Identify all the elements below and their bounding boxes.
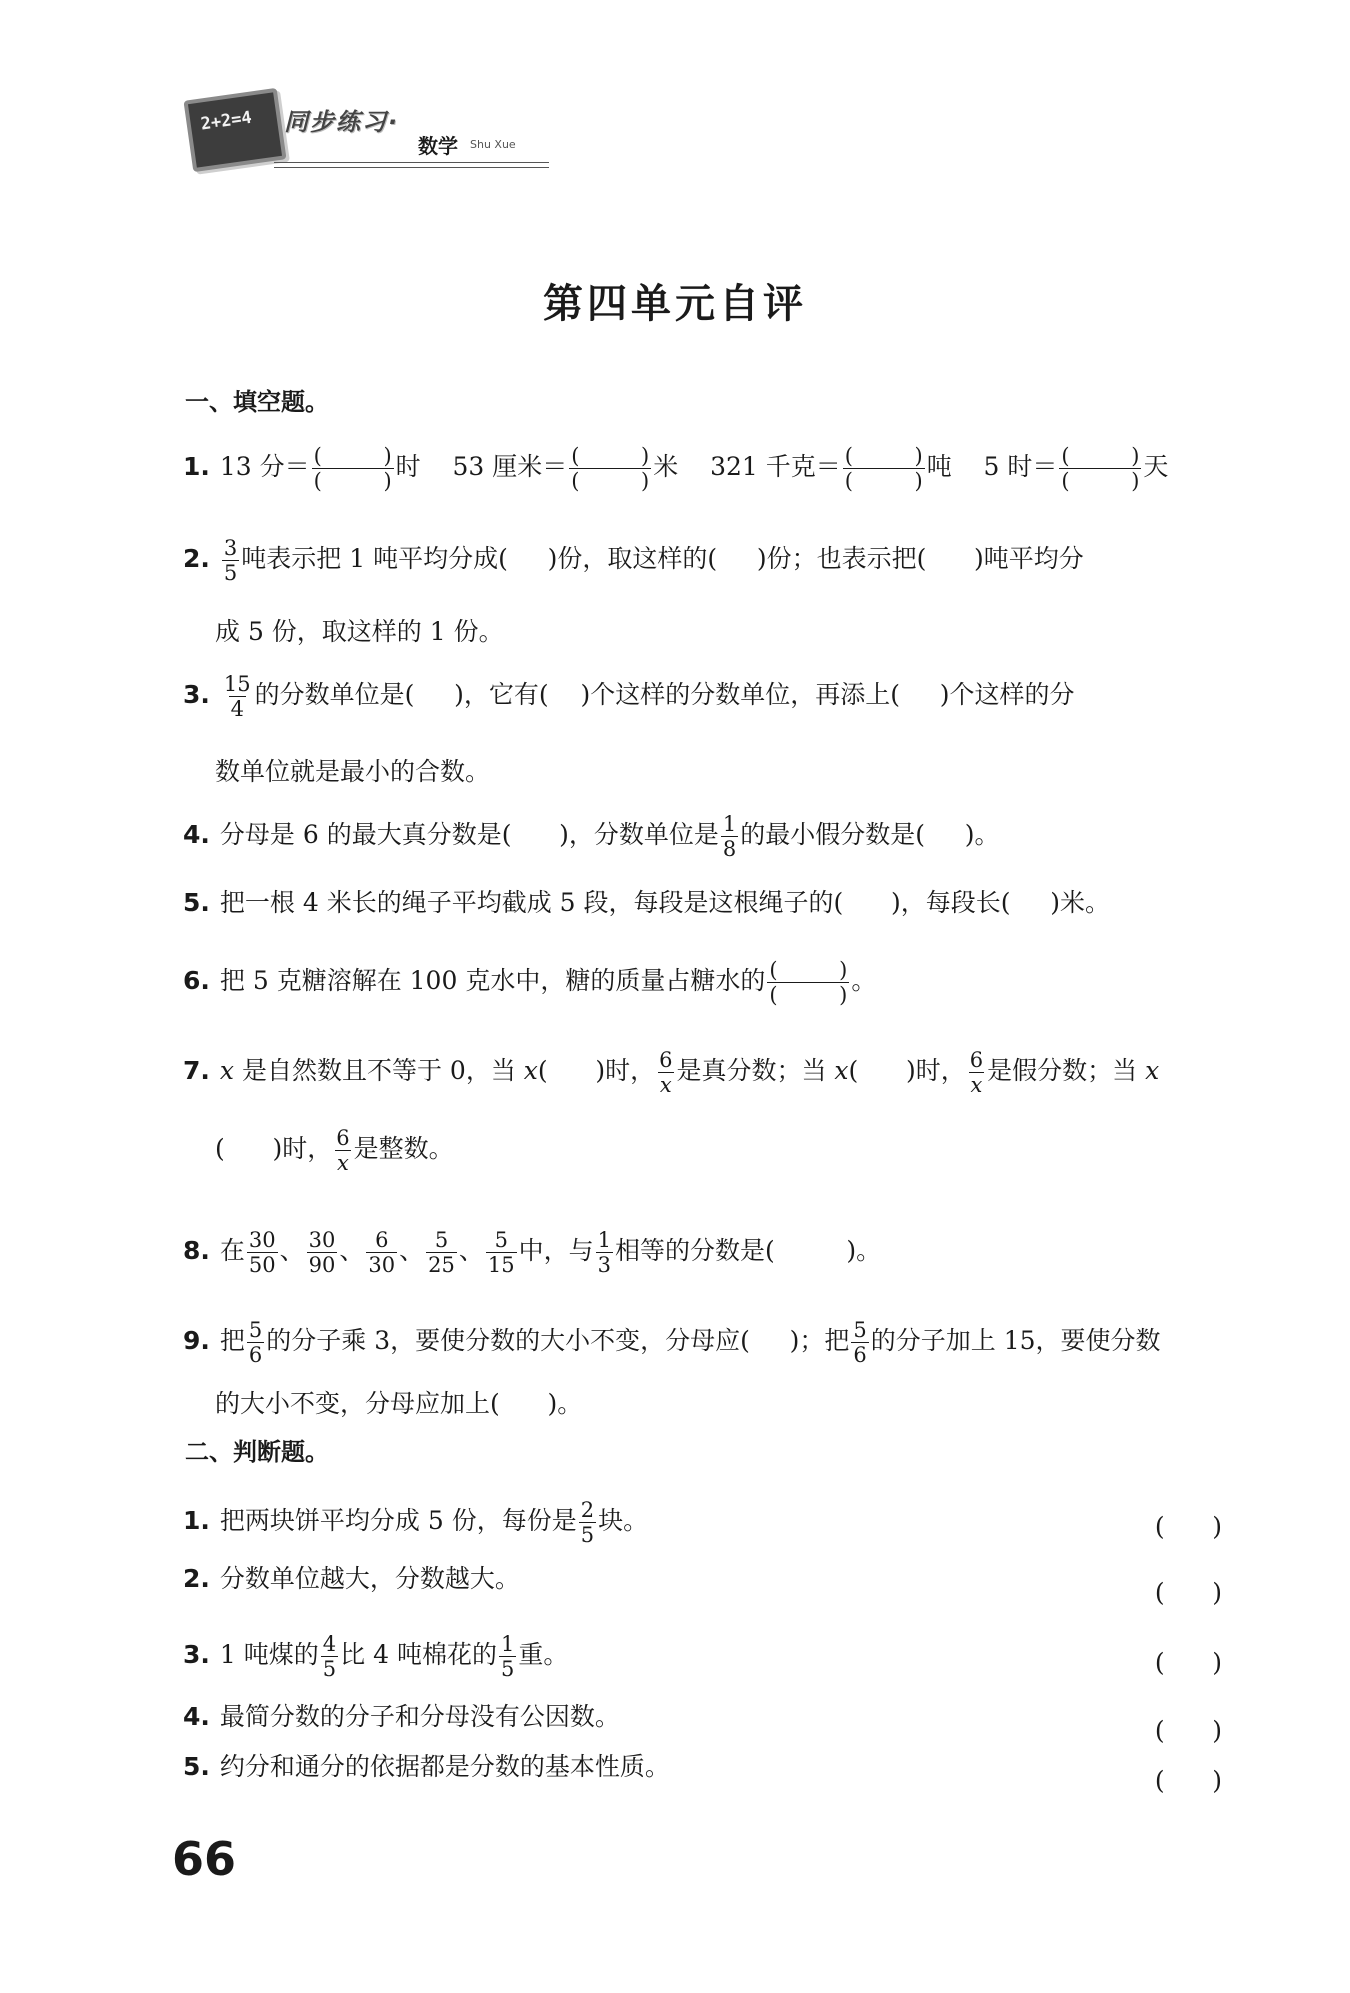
numerator: 15 <box>223 672 251 696</box>
text: 的最小假分数是( <box>740 820 926 850</box>
blank-fraction[interactable]: ( ) ( ) <box>844 444 923 494</box>
fraction <box>851 1318 868 1367</box>
subject-pinyin: Shu Xue <box>470 138 516 151</box>
numerator: 30 <box>248 1228 276 1252</box>
question-9 <box>183 1318 1161 1367</box>
denominator: 6 <box>853 1343 867 1368</box>
numerator: 2 <box>580 1498 595 1522</box>
text: )吨平均分 <box>974 544 1084 574</box>
variable-x: x <box>523 1056 538 1086</box>
series-name: 同步练习 <box>284 108 388 136</box>
answer-bracket-2[interactable]: ( ) <box>1154 1578 1222 1607</box>
section-fill-blank-heading: 一、填空题。 <box>185 388 329 416</box>
denominator: 15 <box>487 1253 515 1278</box>
blank-fraction[interactable]: ( ) ( ) <box>313 444 392 494</box>
denominator: 8 <box>722 837 737 862</box>
text: 是真分数；当 <box>676 1056 835 1086</box>
text: )，每段长( <box>890 888 1011 917</box>
text: )；把 <box>789 1326 850 1356</box>
fraction <box>486 1228 517 1277</box>
text: )。 <box>846 1236 882 1266</box>
q1-a-unit: 时 <box>395 452 421 482</box>
question-2-line-2: 成 5 份，取这样的 1 份。 <box>215 617 504 646</box>
text: )个这样的分数单位，再添上( <box>580 680 900 710</box>
denominator: x <box>659 1073 672 1098</box>
question-number: 3. <box>183 1640 210 1670</box>
text: 把一根 4 米长的绳子平均截成 5 段，每段是这根绳子的( <box>219 888 844 917</box>
text: 的大小不变，分母应加上( <box>215 1389 500 1418</box>
question-number: 4. <box>183 1702 210 1731</box>
text: 分数单位越大，分数越大。 <box>219 1564 520 1593</box>
text: )米。 <box>1050 888 1110 917</box>
text: 1 吨煤的 <box>219 1640 319 1670</box>
text: )，它有( <box>454 680 549 710</box>
header-rule <box>274 162 549 168</box>
fraction <box>222 536 239 585</box>
denominator: x <box>336 1151 349 1176</box>
question-number: 8. <box>183 1236 210 1266</box>
question-number: 9. <box>183 1326 210 1356</box>
denominator: 5 <box>580 1523 595 1548</box>
separator: 、 <box>458 1236 484 1266</box>
question-number: 1. <box>183 452 210 482</box>
denominator: 5 <box>322 1657 337 1682</box>
question-4 <box>183 812 1000 861</box>
numerator: 5 <box>494 1228 508 1252</box>
separator: 、 <box>339 1236 365 1266</box>
fraction <box>222 672 253 721</box>
denominator: 90 <box>308 1253 336 1278</box>
text: 是整数。 <box>353 1134 454 1164</box>
denominator: 5 <box>223 561 238 586</box>
q1-b-unit: 米 <box>653 452 679 482</box>
text: 把 5 克糖溶解在 100 克水中，糖的质量占糖水的 <box>219 966 766 996</box>
subject-name: 数学 <box>418 134 458 158</box>
question-number: 3. <box>183 680 210 710</box>
text: 块。 <box>598 1506 649 1536</box>
judge-4 <box>183 1704 620 1729</box>
question-2 <box>183 536 1084 585</box>
text: 的分子加上 15，要使分数 <box>870 1326 1161 1356</box>
text: 是假分数；当 <box>987 1056 1146 1086</box>
question-number: 2. <box>183 544 210 574</box>
question-3-line-2: 数单位就是最小的合数。 <box>215 757 491 786</box>
text: 把 <box>219 1326 245 1356</box>
answer-bracket-3[interactable]: ( ) <box>1154 1648 1222 1677</box>
q1-c-unit: 吨 <box>926 452 952 482</box>
series-dot: · <box>388 108 400 136</box>
numerator: 6 <box>336 1126 350 1150</box>
numerator: 3 <box>223 536 238 560</box>
header-logo <box>188 86 548 166</box>
answer-bracket-4[interactable]: ( ) <box>1154 1716 1222 1745</box>
fraction <box>499 1632 516 1681</box>
answer-bracket-5[interactable]: ( ) <box>1154 1766 1222 1795</box>
fraction <box>321 1632 338 1681</box>
numerator: 6 <box>659 1048 673 1072</box>
text: )。 <box>964 820 1000 850</box>
fraction <box>247 1228 278 1277</box>
separator: 、 <box>399 1236 425 1266</box>
q1-b-text: 53 厘米＝ <box>452 452 568 482</box>
fraction <box>334 1126 351 1175</box>
numerator: 1 <box>722 812 737 836</box>
question-number: 4. <box>183 820 210 850</box>
question-number: 5. <box>183 1752 210 1781</box>
question-number: 5. <box>183 888 210 917</box>
text: ( <box>537 1056 548 1086</box>
chalkboard-icon <box>183 88 286 172</box>
q1-c-text: 321 千克＝ <box>710 452 841 482</box>
question-7-line-2 <box>215 1126 454 1175</box>
text: )，分数单位是 <box>559 820 719 850</box>
fraction <box>307 1228 338 1277</box>
text: 的分子乘 3，要使分数的大小不变，分母应( <box>266 1326 750 1356</box>
text: 在 <box>219 1236 245 1266</box>
question-9-line-2 <box>215 1384 582 1420</box>
numerator: 6 <box>375 1228 389 1252</box>
fraction <box>657 1048 674 1097</box>
numerator: 5 <box>434 1228 449 1252</box>
numerator: 4 <box>322 1632 337 1656</box>
text: ( <box>215 1134 225 1164</box>
numerator: 1 <box>500 1632 515 1656</box>
fraction <box>426 1228 457 1277</box>
judge-5 <box>183 1754 670 1779</box>
denominator: 6 <box>248 1343 263 1368</box>
text: 相等的分数是( <box>615 1236 775 1266</box>
series-title <box>284 102 399 137</box>
denominator: 30 <box>368 1253 396 1278</box>
q1-d-text: 5 时＝ <box>983 452 1058 482</box>
answer-bracket-1[interactable]: ( ) <box>1154 1512 1222 1541</box>
text: 重。 <box>518 1640 569 1670</box>
section-true-false-heading: 二、判断题。 <box>185 1438 329 1466</box>
text: )。 <box>547 1389 583 1418</box>
question-number: 7. <box>183 1056 210 1086</box>
blank-fraction[interactable]: ( ) ( ) <box>769 958 848 1008</box>
numerator: 1 <box>597 1228 612 1252</box>
fraction <box>596 1228 613 1277</box>
text: 比 4 吨棉花的 <box>340 1640 497 1670</box>
text: )时， <box>595 1056 656 1086</box>
text: 的分数单位是( <box>254 680 415 710</box>
fraction <box>721 812 738 861</box>
question-number: 2. <box>183 1564 210 1593</box>
judge-2 <box>183 1566 520 1591</box>
variable-x: x <box>219 1056 235 1086</box>
fraction <box>968 1048 985 1097</box>
text: )时， <box>272 1134 333 1164</box>
text: 把两块饼平均分成 5 份，每份是 <box>219 1506 577 1536</box>
numerator: 5 <box>248 1318 263 1342</box>
text: 是自然数且不等于 0，当 <box>234 1056 524 1086</box>
judge-1 <box>183 1498 648 1547</box>
denominator: 4 <box>230 697 244 722</box>
text: )份；也表示把( <box>756 544 927 574</box>
text: 。 <box>851 966 877 996</box>
q1-d-unit: 天 <box>1143 452 1169 482</box>
text: 中，与 <box>518 1236 594 1266</box>
variable-x: x <box>1145 1056 1160 1086</box>
question-8 <box>183 1228 881 1277</box>
question-5 <box>183 890 1110 915</box>
blank-fraction[interactable]: ( ) ( ) <box>571 444 650 494</box>
fraction <box>247 1318 264 1367</box>
numerator: 30 <box>308 1228 336 1252</box>
question-number: 1. <box>183 1506 210 1536</box>
denominator: x <box>970 1073 983 1098</box>
denominator: 50 <box>248 1253 276 1278</box>
separator: 、 <box>279 1236 305 1266</box>
question-1 <box>183 444 1168 493</box>
text: )份，取这样的( <box>547 544 718 574</box>
page-title: 第四单元自评 <box>543 280 807 327</box>
question-7 <box>183 1048 1159 1097</box>
question-number: 6. <box>183 966 210 996</box>
q1-a-text: 13 分＝ <box>219 452 310 482</box>
fraction <box>579 1498 596 1547</box>
denominator: 25 <box>428 1253 455 1278</box>
variable-x: x <box>834 1056 849 1086</box>
numerator: 5 <box>853 1318 867 1342</box>
text: )时， <box>905 1056 966 1086</box>
question-3 <box>183 672 1074 721</box>
text: 吨表示把 1 吨平均分成( <box>241 544 508 574</box>
numerator: 6 <box>969 1048 984 1072</box>
denominator: 3 <box>597 1253 612 1278</box>
judge-3 <box>183 1632 568 1681</box>
text: 约分和通分的依据都是分数的基本性质。 <box>219 1752 670 1781</box>
text: ( <box>848 1056 859 1086</box>
page-number: 66 <box>172 1832 237 1886</box>
question-6 <box>183 958 876 1007</box>
text: )个这样的分 <box>939 680 1075 710</box>
fraction <box>366 1228 397 1277</box>
text: 最简分数的分子和分母没有公因数。 <box>219 1702 620 1731</box>
text: 分母是 6 的最大真分数是( <box>219 820 512 850</box>
blank-fraction[interactable]: ( ) ( ) <box>1061 444 1140 494</box>
denominator: 5 <box>500 1657 515 1682</box>
board-text: 2+2=4 <box>199 107 254 135</box>
